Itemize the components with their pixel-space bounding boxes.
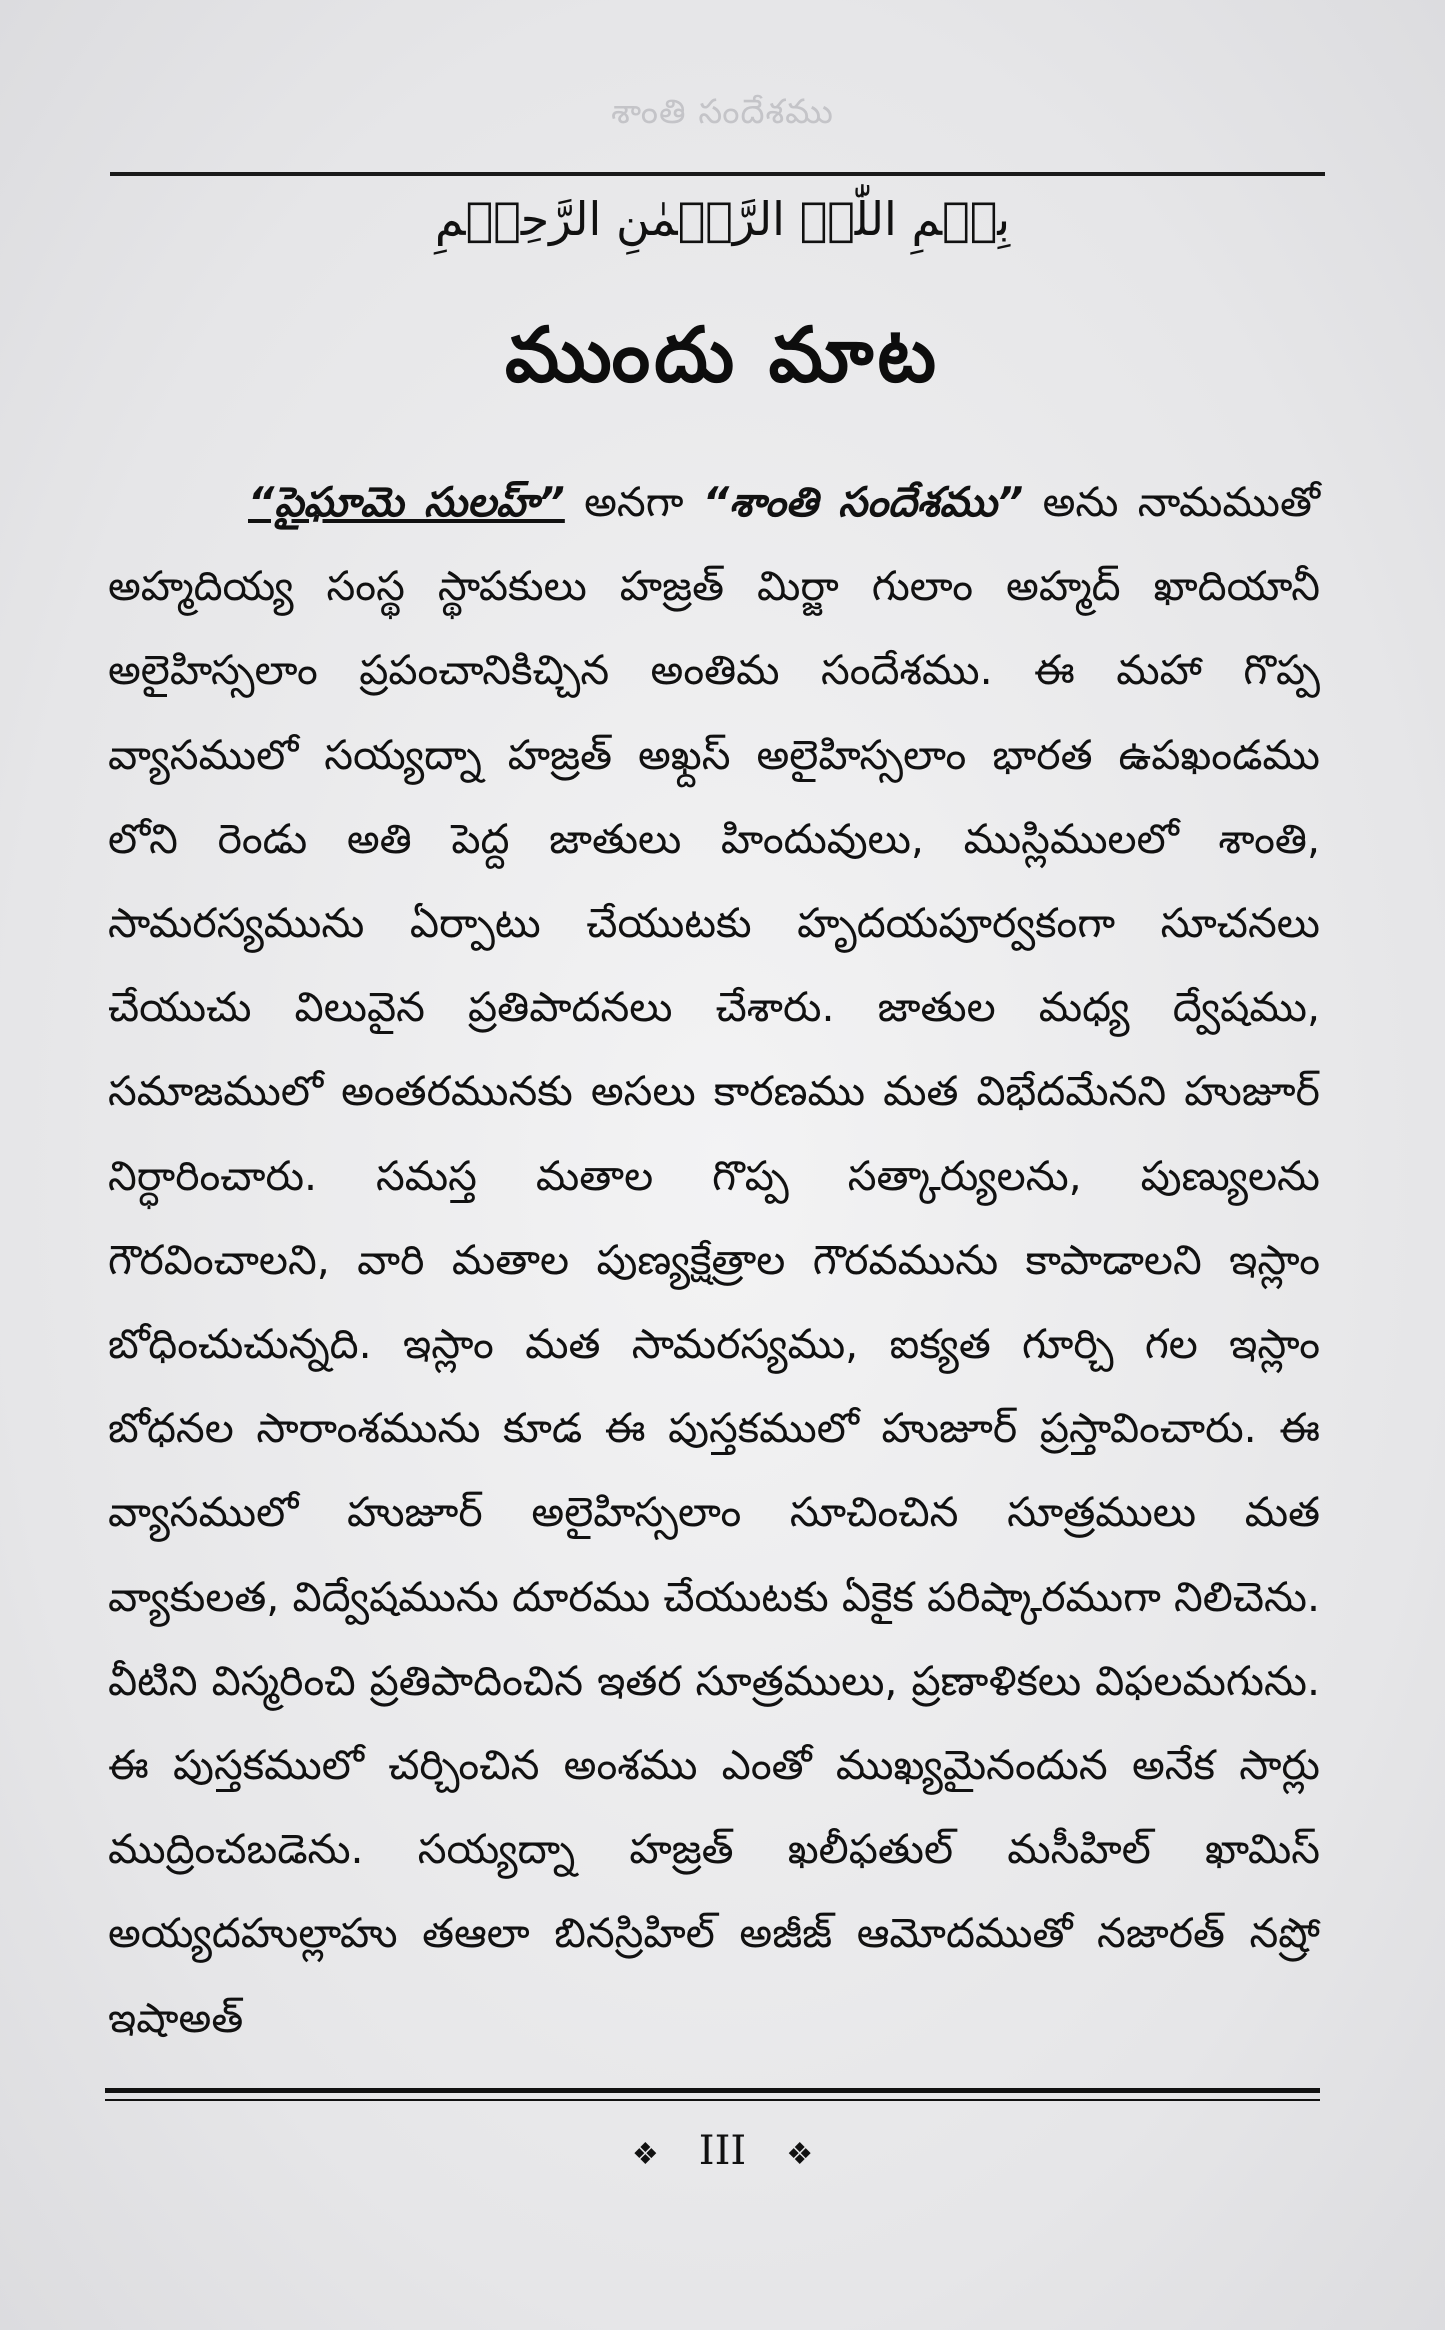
body-paragraph bbox=[108, 460, 1320, 2060]
diamond-ornament-icon: ❖ bbox=[786, 2137, 814, 2172]
basmala: بِسۡمِ اللّٰہِ الرَّحۡمٰنِ الرَّحِیۡمِ bbox=[434, 192, 1011, 246]
page-number: III bbox=[698, 2128, 747, 2174]
page-title: ముందు మాట bbox=[504, 310, 941, 399]
bottom-rule-thin bbox=[105, 2099, 1320, 2101]
term-shanti-sandeshamu: “శాంతి సందేశము” bbox=[702, 478, 1024, 526]
bottom-rule-thick bbox=[105, 2088, 1320, 2093]
diamond-ornament-icon: ❖ bbox=[631, 2137, 659, 2172]
running-head-bleedthrough: శాంతి సందేశము bbox=[611, 92, 834, 132]
top-rule bbox=[110, 172, 1325, 176]
term-connector: అనగా bbox=[564, 478, 703, 526]
page-footer bbox=[0, 2128, 1445, 2174]
term-paigham-e-sulah: “పైఘామె సులహ్” bbox=[248, 478, 565, 526]
paragraph-text: అను నామముతో అహ్మదియ్య సంస్థ స్థాపకులు హజ్రత్ మిర్జా గులాం అహ్మద్ ఖాదియానీ అలైహిస్సలాం ప్రపంచానికిచ్చిన అంతిమ సందేశము. ఈ మహా గొప్ప వ్యాసములో సయ్యద్నా హజ్రత్ అఖ్దస్ అలైహిస్సలాం భారత ఉపఖండము లోని రెండు అతి పెద్ద జాతులు హిందువులు, ముస్లిములలో శాంతి, సామరస్యమును ఏర్పాటు చేయుటకు హృదయపూర్వకంగా సూచనలు చేయుచు విలువైన ప్రతిపాదనలు చేశారు. జాతుల మధ్య ద్వేషము, సమాజములో అంతరమునకు అసలు కారణము మత విభేదమేనని హుజూర్ నిర్ధారించారు. సమస్త మతాల గొప్ప సత్కార్యులను, పుణ్యులను గౌరవించాలని, వారి మతాల పుణ్యక్షేత్రాల గౌరవమును కాపాడాలని ఇస్లాం బోధించుచున్నది. ఇస్లాం మత సామరస్యము, ఐక్యత గూర్చి గల ఇస్లాం బోధనల సారాంశమును కూడ ఈ పుస్తకములో హుజూర్ ప్రస్తావించారు. ఈ వ్యాసములో హుజూర్ అలైహిస్సలాం సూచించిన సూత్రములు మత వ్యాకులత, విద్వేషమును దూరము చేయుటకు ఏకైక పరిష్కారముగా నిలిచెను. వీటిని విస్మరించి ప్రతిపాదించిన ఇతర సూత్రములు, ప్రణాళికలు విఫలమగును. ఈ పుస్తకములో చర్చించిన అంశము ఎంతో ముఖ్యమైనందున అనేక సార్లు ముద్రించబడెను. సయ్యద్నా హజ్రత్ ఖలీఫతుల్ మసీహిల్ ఖామిస్ అయ్యదహుల్లాహు తఆలా బినస్రిహిల్ అజీజ్ ఆమోదముతో నజారత్ నష్రో ఇషాఅత్ bbox=[108, 478, 1320, 2042]
